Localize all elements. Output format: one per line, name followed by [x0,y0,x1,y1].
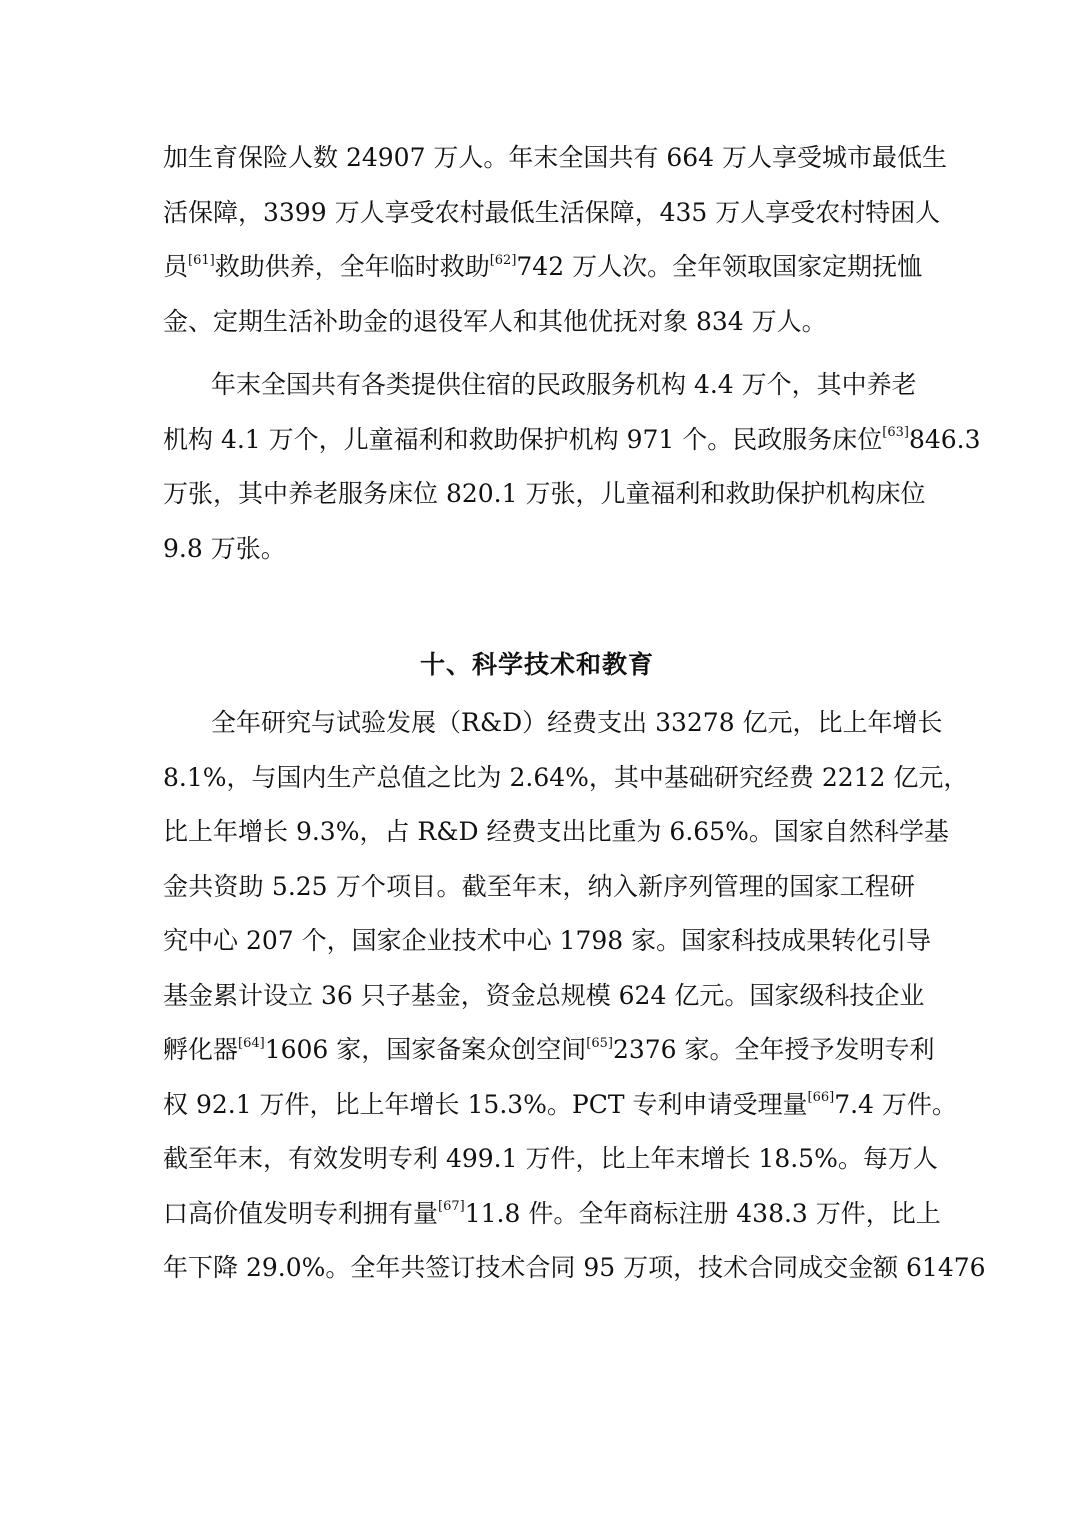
text-line [163,805,949,860]
footnote-ref: [67] [438,1199,465,1215]
paragraph-civil-services [163,358,981,576]
text-run: 口高价值发明专利拥有量 [163,1198,439,1228]
text-line [163,240,923,295]
footnote-ref: [64] [238,1035,265,1051]
text-run: 7.4 万件。 [834,1089,957,1119]
text-run: 1606 家，国家备案众创空间 [264,1035,587,1064]
text-run: 比上年增长 9.3%，占 R&D 经费支出比重为 6.65%。国家自然科学基 [163,817,949,846]
text-line [163,1187,941,1242]
text-line [163,751,969,806]
text-run: 年下降 29.0%。全年共签订技术合同 95 万项，技术合同成交金额 61476 [163,1253,986,1282]
text-line [163,295,915,350]
footnote-ref: [63] [882,425,909,441]
text-run: 金、定期生活补助金的退役军人和其他优抚对象 834 万人。 [163,306,827,336]
text-run: 机构 4.1 万个，儿童福利和救助保护机构 971 个。民政服务床位 [163,424,883,454]
footnote-ref: [65] [586,1035,613,1051]
text-run: 全年研究与试验发展（R&D）经费支出 33278 亿元，比上年增长 [211,708,943,737]
text-run: 2376 家。全年授予发明专利 [612,1035,935,1064]
text-line [163,1078,957,1133]
text-line [163,1132,938,1187]
paragraph-social-security [163,131,948,349]
footnote-ref: [62] [489,252,517,268]
text-run: 万张，其中养老服务床位 820.1 万张，儿童福利和救助保护机构床位 [163,479,926,508]
text-run: 截至年末，有效发明专利 499.1 万件，比上年末增长 18.5%。每万人 [163,1144,938,1173]
text-run: 救助供养，全年临时救助 [214,252,490,281]
text-line [163,522,915,577]
footnote-ref: [61] [188,252,215,268]
footnote-ref: [66] [807,1090,835,1106]
text-run: 孵化器 [163,1035,239,1064]
section-heading: 十、科学技术和教育 [419,650,654,679]
text-run: 11.8 件。全年商标注册 438.3 万件，比上 [464,1198,941,1228]
text-line [163,186,941,241]
text-run: 活保障，3399 万人享受农村最低生活保障，435 万人享受农村特困人 [163,197,941,227]
text-line [163,1241,986,1296]
text-line [163,358,915,413]
text-line [163,413,981,468]
text-line [163,969,925,1024]
text-run: 8.1%，与国内生产总值之比为 2.64%，其中基础研究经费 2212 亿元， [163,762,969,792]
text-run: 基金累计设立 36 只子基金，资金总规模 624 亿元。国家级科技企业 [163,980,925,1010]
paragraph-science-technology [163,696,986,1296]
text-run: 金共资助 5.25 万个项目。截至年末，纳入新序列管理的国家工程研 [163,871,915,901]
text-run: 权 92.1 万件，比上年增长 15.3%。PCT 专利申请受理量 [163,1089,808,1119]
text-run: 员 [163,252,189,281]
text-run: 加生育保险人数 24907 万人。年末全国共有 664 万人享受城市最低生 [163,143,948,172]
text-run: 742 万人次。全年领取国家定期抚恤 [516,252,923,281]
text-line [163,1023,935,1078]
text-run: 究中心 207 个，国家企业技术中心 1798 家。国家科技成果转化引导 [163,926,932,955]
text-line [163,696,943,751]
text-line [163,860,915,915]
text-line [163,914,932,969]
text-run: 9.8 万张。 [163,533,286,563]
text-line [163,467,926,522]
text-line [163,131,948,186]
text-run: 846.3 [908,424,981,454]
text-run: 年末全国共有各类提供住宿的民政服务机构 4.4 万个，其中养老 [211,370,917,399]
